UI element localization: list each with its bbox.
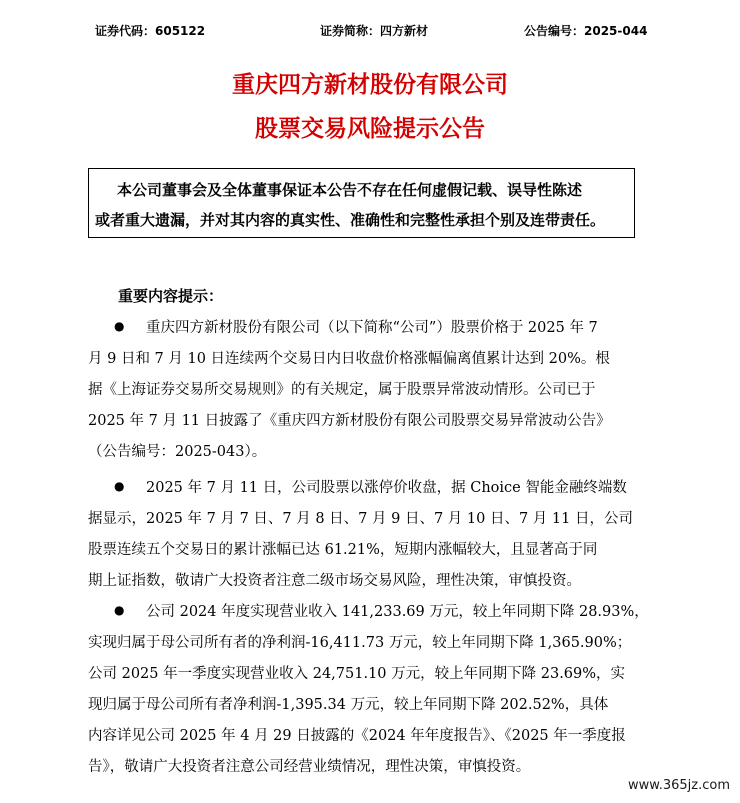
announcement-number: 公告编号：2025-044 bbox=[524, 24, 648, 38]
paragraph-2-line: 2025 年 7 月 11 日，公司股票以涨停价收盘，据 Choice 智能金融终端数 bbox=[146, 480, 627, 496]
announcement-title: 股票交易风险提示公告 bbox=[255, 116, 485, 142]
paragraph-1-line: （公告编号：2025-043）。 bbox=[88, 444, 267, 460]
paragraph-1-line: 2025 年 7 月 11 日披露了《重庆四方新材股份有限公司股票交易异常波动公告》 bbox=[88, 413, 611, 429]
notice-line-2: 或者重大遗漏，并对其内容的真实性、准确性和完整性承担个别及连带责任。 bbox=[95, 211, 606, 229]
paragraph-1-line: 月 9 日和 7 月 10 日连续两个交易日内日收盘价格涨幅偏离值累计达到 20%。根 bbox=[88, 351, 610, 367]
bullet-icon: ● bbox=[114, 319, 125, 333]
bullet-icon: ● bbox=[114, 603, 125, 617]
paragraph-3-line: 公司 2025 年一季度实现营业收入 24,751.10 万元，较上年同期下降 23.69%，实 bbox=[88, 666, 626, 682]
paragraph-3-line: 公司 2024 年度实现营业收入 141,233.69 万元，较上年同期下降 28.93%， bbox=[146, 604, 649, 620]
paragraph-2-line: 据显示，2025 年 7 月 7 日、7 月 8 日、7 月 9 日、7 月 10 日、7 月 11 日，公司 bbox=[88, 511, 633, 527]
paragraph-3-line: 内容详见公司 2025 年 4 月 29 日披露的《2024 年年度报告》、《2025 年一季度报 bbox=[88, 728, 626, 744]
paragraph-2-line: 股票连续五个交易日的累计涨幅已达 61.21%，短期内涨幅较大，且显著高于同 bbox=[88, 542, 598, 558]
paragraph-3-line: 现归属于母公司所有者净利润-1,395.34 万元，较上年同期下降 202.52%，具体 bbox=[88, 697, 609, 713]
paragraph-3-line: 告》，敬请广大投资者注意公司经营业绩情况，理性决策，审慎投资。 bbox=[88, 759, 531, 775]
document-header bbox=[0, 22, 740, 42]
paragraph-1-line: 重庆四方新材股份有限公司（以下简称“公司”）股票价格于 2025 年 7 bbox=[146, 320, 598, 336]
board-notice-box bbox=[88, 168, 635, 238]
stock-code: 证券代码：605122 bbox=[95, 24, 206, 38]
bullet-icon: ● bbox=[114, 479, 125, 493]
company-title: 重庆四方新材股份有限公司 bbox=[232, 72, 508, 98]
section-title: 重要内容提示： bbox=[118, 287, 224, 305]
stock-abbreviation: 证券简称：四方新材 bbox=[320, 24, 429, 38]
paragraph-3-line: 实现归属于母公司所有者的净利润-16,411.73 万元，较上年同期下降 1,365.90%； bbox=[88, 635, 632, 651]
notice-line-1: 本公司董事会及全体董事保证本公告不存在任何虚假记载、误导性陈述 bbox=[117, 181, 583, 199]
paragraph-1-line: 据《上海证券交易所交易规则》的有关规定，属于股票异常波动情形。公司已于 bbox=[88, 382, 596, 398]
site-watermark: www.365jz.com bbox=[628, 778, 730, 793]
paragraph-2-line: 期上证指数，敬请广大投资者注意二级市场交易风险，理性决策，审慎投资。 bbox=[88, 573, 581, 589]
